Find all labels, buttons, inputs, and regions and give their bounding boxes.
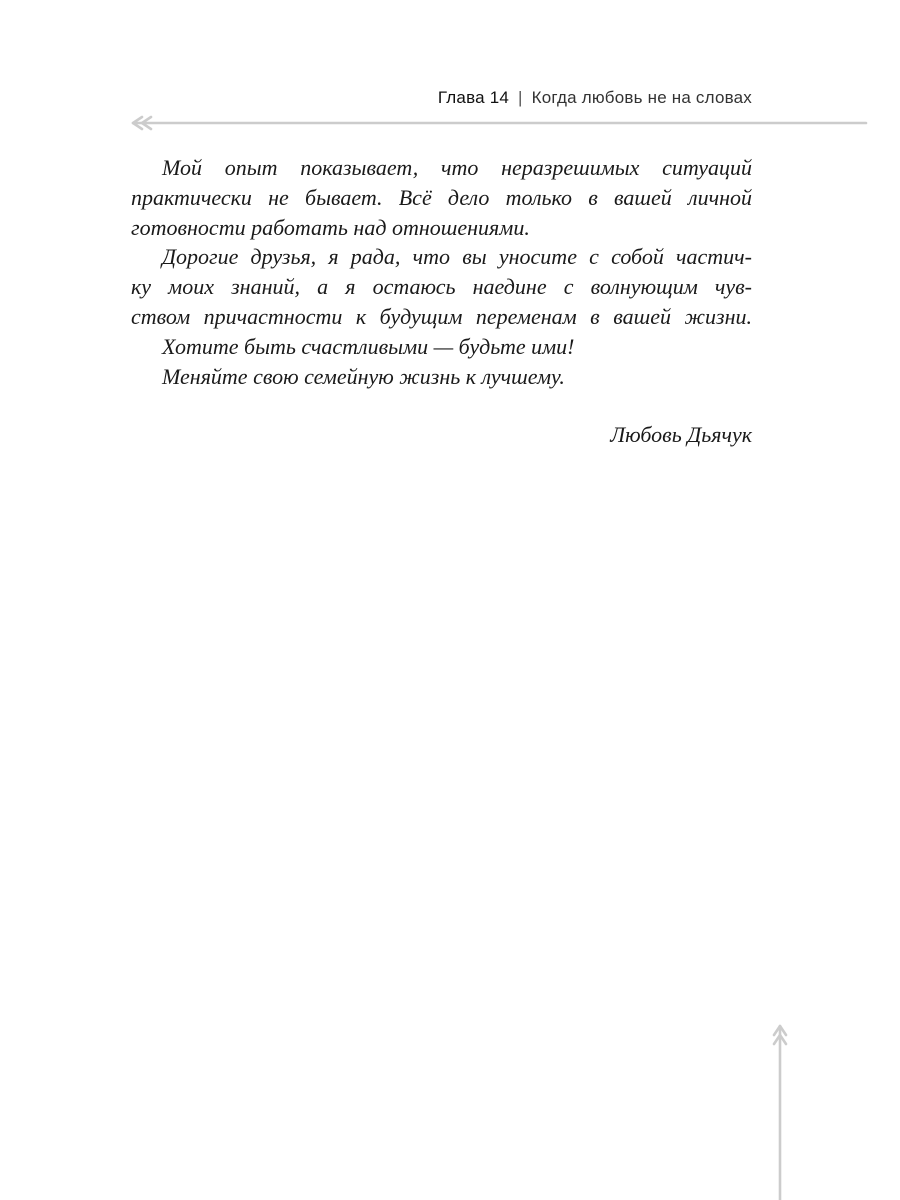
paragraph [131,362,752,392]
header-separator: | [518,88,523,107]
chevron-left-outer [133,117,142,129]
running-head [438,88,752,108]
text-line: Хотите быть счастливыми — будьте ими! [162,333,575,359]
text-line: готовности работать над отношениями. [131,214,530,240]
text-line: ством причастности к будущим переменам в вашей жизни. [131,303,752,329]
text-line: Меняйте свою семейную жизнь к лучшему. [162,363,565,389]
chapter-number: Глава 14 [437,88,510,107]
chapter-title: Когда любовь не на словах [531,88,752,107]
chevron-up-inner [774,1035,786,1044]
paragraph [131,332,752,362]
text-line: Дорогие друзья, я рада, что вы уносите с собой частич- [162,244,752,270]
body-text [131,153,752,391]
double-chevron-left-arrow-icon [133,117,866,129]
double-chevron-up-arrow-icon [774,1026,786,1200]
author-signature: Любовь Дьячук [610,422,752,447]
text-line: ку моих знаний, а я остаюсь наедине с волнующим чув- [131,274,752,300]
chevron-left-inner [142,117,151,129]
paragraph [131,242,752,331]
text-line: практически не бывает. Всё дело только в вашей личной [131,184,752,210]
paragraph [131,153,752,242]
text-line: Мой опыт показывает, что неразрешимых ситуаций [162,155,752,180]
chevron-up-outer [774,1026,786,1035]
